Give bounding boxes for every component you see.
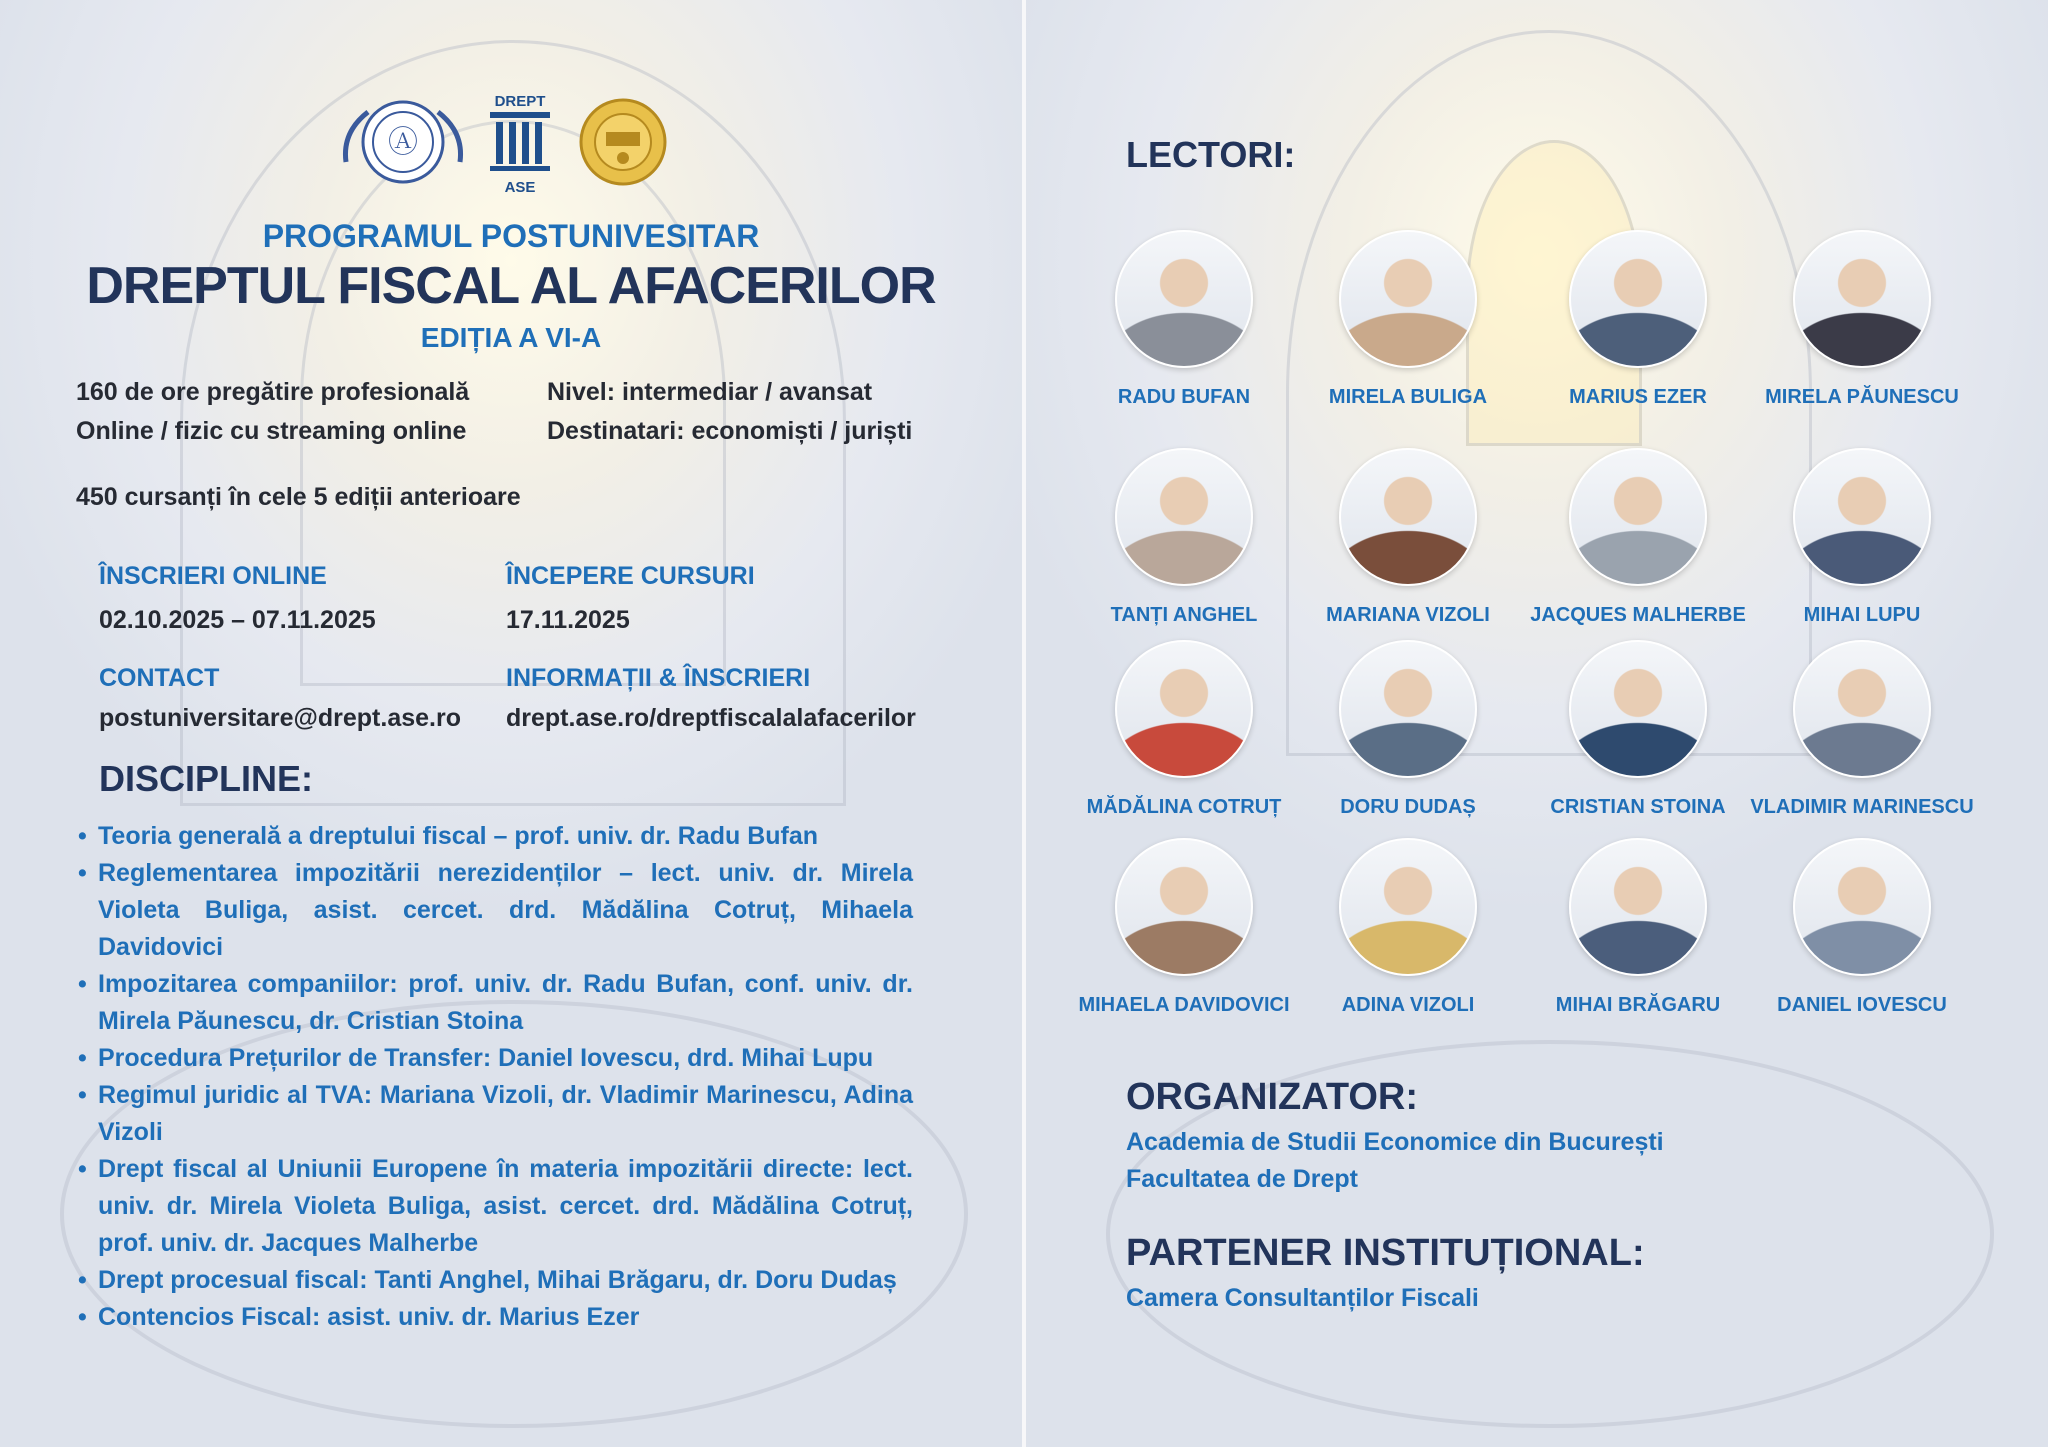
info-url[interactable]: drept.ase.ro/dreptfiscalalafacerilor bbox=[506, 704, 916, 732]
lecturer-name: RADU BUFAN bbox=[1117, 386, 1251, 408]
institution-logos bbox=[338, 92, 738, 202]
lecturer-name: DANIEL IOVESCU bbox=[1777, 994, 1947, 1016]
lecturer-card bbox=[1293, 640, 1523, 819]
lecturer-card bbox=[1293, 448, 1523, 627]
disciplines-list bbox=[78, 818, 913, 1336]
partner-heading: PARTENER INSTITUȚIONAL: bbox=[1126, 1232, 1645, 1274]
lecturer-name: MĂDĂLINA COTRUȚ bbox=[1086, 796, 1282, 818]
discipline-item: • Regimul juridic al TVA: Mariana Vizoli, dr. Vladimir Marinescu, Adina Vizoli bbox=[78, 1077, 913, 1151]
lecturer-name: MIHAELA DAVIDOVICI bbox=[1078, 994, 1290, 1016]
lecturer-photo bbox=[1569, 448, 1707, 586]
lecturer-photo bbox=[1569, 230, 1707, 368]
svg-text:Ⓐ: Ⓐ bbox=[388, 126, 418, 159]
lecturer-photo bbox=[1115, 448, 1253, 586]
logo-row bbox=[338, 92, 738, 202]
lecturer-card bbox=[1069, 838, 1299, 1017]
discipline-item: • Contencios Fiscal: asist. univ. dr. Marius Ezer bbox=[78, 1299, 913, 1336]
svg-text:ASE: ASE bbox=[504, 179, 536, 196]
registration-dates: 02.10.2025 – 07.11.2025 bbox=[99, 606, 376, 634]
start-label: ÎNCEPERE CURSURI bbox=[506, 562, 755, 590]
lecturer-name: TANȚI ANGHEL bbox=[1110, 604, 1258, 626]
organizer-heading: ORGANIZATOR: bbox=[1126, 1076, 1419, 1118]
lecturer-card bbox=[1293, 838, 1523, 1017]
organizer-line2: Facultatea de Drept bbox=[1126, 1165, 1359, 1193]
left-panel bbox=[0, 0, 1022, 1447]
lecturer-card bbox=[1747, 230, 1977, 409]
lecturer-name: MARIUS EZER bbox=[1569, 386, 1707, 408]
lecturer-card bbox=[1523, 448, 1753, 627]
lecturer-photo bbox=[1115, 640, 1253, 778]
lecturer-name: MIRELA PĂUNESCU bbox=[1765, 386, 1959, 408]
lecturer-card bbox=[1069, 640, 1299, 819]
fact-hours: 160 de ore pregătire profesională bbox=[76, 378, 470, 406]
lecturer-name: MIRELA BULIGA bbox=[1328, 386, 1488, 408]
info-label: INFORMAȚII & ÎNSCRIERI bbox=[506, 664, 811, 692]
organizer-line1: Academia de Studii Economice din București bbox=[1126, 1128, 1664, 1156]
lecturer-photo bbox=[1115, 230, 1253, 368]
right-panel bbox=[1026, 0, 2048, 1447]
lecturer-photo bbox=[1339, 838, 1477, 976]
lecturer-card bbox=[1293, 230, 1523, 409]
lecturer-photo bbox=[1339, 230, 1477, 368]
svg-text:DREPT: DREPT bbox=[494, 93, 546, 110]
lecturer-name: MARIANA VIZOLI bbox=[1326, 604, 1490, 626]
lecturer-name: ADINA VIZOLI bbox=[1341, 994, 1475, 1016]
lecturer-card bbox=[1747, 838, 1977, 1017]
fact-alumni: 450 cursanți în cele 5 ediții anterioare bbox=[76, 483, 521, 511]
discipline-item: • Reglementarea impozitării nerezidenților – lect. univ. dr. Mirela Violeta Buliga, asist. cercet. drd. Mădălina Cotruț, Mihaela Davidovici bbox=[78, 855, 913, 966]
program-kicker: PROGRAMUL POSTUNIVESITAR bbox=[262, 218, 760, 254]
lecturer-card bbox=[1069, 230, 1299, 409]
ase-seal-logo bbox=[345, 102, 460, 182]
lecturer-photo bbox=[1569, 838, 1707, 976]
lecturer-photo bbox=[1793, 448, 1931, 586]
ccf-seal-logo bbox=[581, 100, 665, 184]
lecturer-photo bbox=[1793, 640, 1931, 778]
discipline-item: • Teoria generală a dreptului fiscal – prof. univ. dr. Radu Bufan bbox=[78, 818, 913, 855]
lecturer-name: VLADIMIR MARINESCU bbox=[1750, 796, 1974, 818]
lecturer-card bbox=[1523, 640, 1753, 819]
lecturer-photo bbox=[1569, 640, 1707, 778]
lecturer-card bbox=[1069, 448, 1299, 627]
partner-line1: Camera Consultanților Fiscali bbox=[1126, 1284, 1479, 1312]
lecturer-photo bbox=[1339, 640, 1477, 778]
lecturer-name: MIHAI LUPU bbox=[1803, 604, 1921, 626]
lecturer-card bbox=[1747, 640, 1977, 819]
fact-audience: Destinatari: economiști / juriști bbox=[547, 417, 913, 445]
registration-label: ÎNSCRIERI ONLINE bbox=[99, 562, 327, 590]
program-title: DREPTUL FISCAL AL AFACERILOR bbox=[86, 257, 936, 315]
lecturer-name: JACQUES MALHERBE bbox=[1530, 604, 1746, 626]
contact-label: CONTACT bbox=[99, 664, 220, 692]
lecturer-photo bbox=[1793, 230, 1931, 368]
lecturer-photo bbox=[1115, 838, 1253, 976]
lecturers-heading: LECTORI: bbox=[1126, 134, 1296, 175]
lecturer-name: MIHAI BRĂGARU bbox=[1555, 994, 1721, 1016]
lecturer-card bbox=[1523, 838, 1753, 1017]
disciplines-heading: DISCIPLINE: bbox=[99, 758, 314, 799]
start-date: 17.11.2025 bbox=[506, 606, 630, 634]
discipline-item: • Procedura Prețurilor de Transfer: Daniel Iovescu, drd. Mihai Lupu bbox=[78, 1040, 913, 1077]
drept-ase-logo bbox=[490, 93, 550, 196]
lecturer-card bbox=[1747, 448, 1977, 627]
discipline-item: • Drept fiscal al Uniunii Europene în materia impozitării directe: lect. univ. dr. Mirela Violeta Buliga, asist. cercet. drd. Mădălina Cotruț, prof. univ. dr. Jacques Malherbe bbox=[78, 1151, 913, 1262]
discipline-item: • Impozitarea companiilor: prof. univ. dr. Radu Bufan, conf. univ. dr. Mirela Păunescu, dr. Cristian Stoina bbox=[78, 966, 913, 1040]
fact-level: Nivel: intermediar / avansat bbox=[547, 378, 873, 406]
lecturer-name: CRISTIAN STOINA bbox=[1550, 796, 1726, 818]
contact-email[interactable]: postuniversitare@drept.ase.ro bbox=[99, 704, 461, 732]
lecturer-name: DORU DUDAȘ bbox=[1340, 796, 1476, 818]
lecturer-photo bbox=[1793, 838, 1931, 976]
lecturer-photo bbox=[1339, 448, 1477, 586]
program-edition: EDIȚIA A VI-A bbox=[420, 322, 602, 353]
discipline-item: • Drept procesual fiscal: Tanti Anghel, Mihai Brăgaru, dr. Doru Dudaș bbox=[78, 1262, 913, 1299]
lecturer-card bbox=[1523, 230, 1753, 409]
fact-format: Online / fizic cu streaming online bbox=[76, 417, 467, 445]
